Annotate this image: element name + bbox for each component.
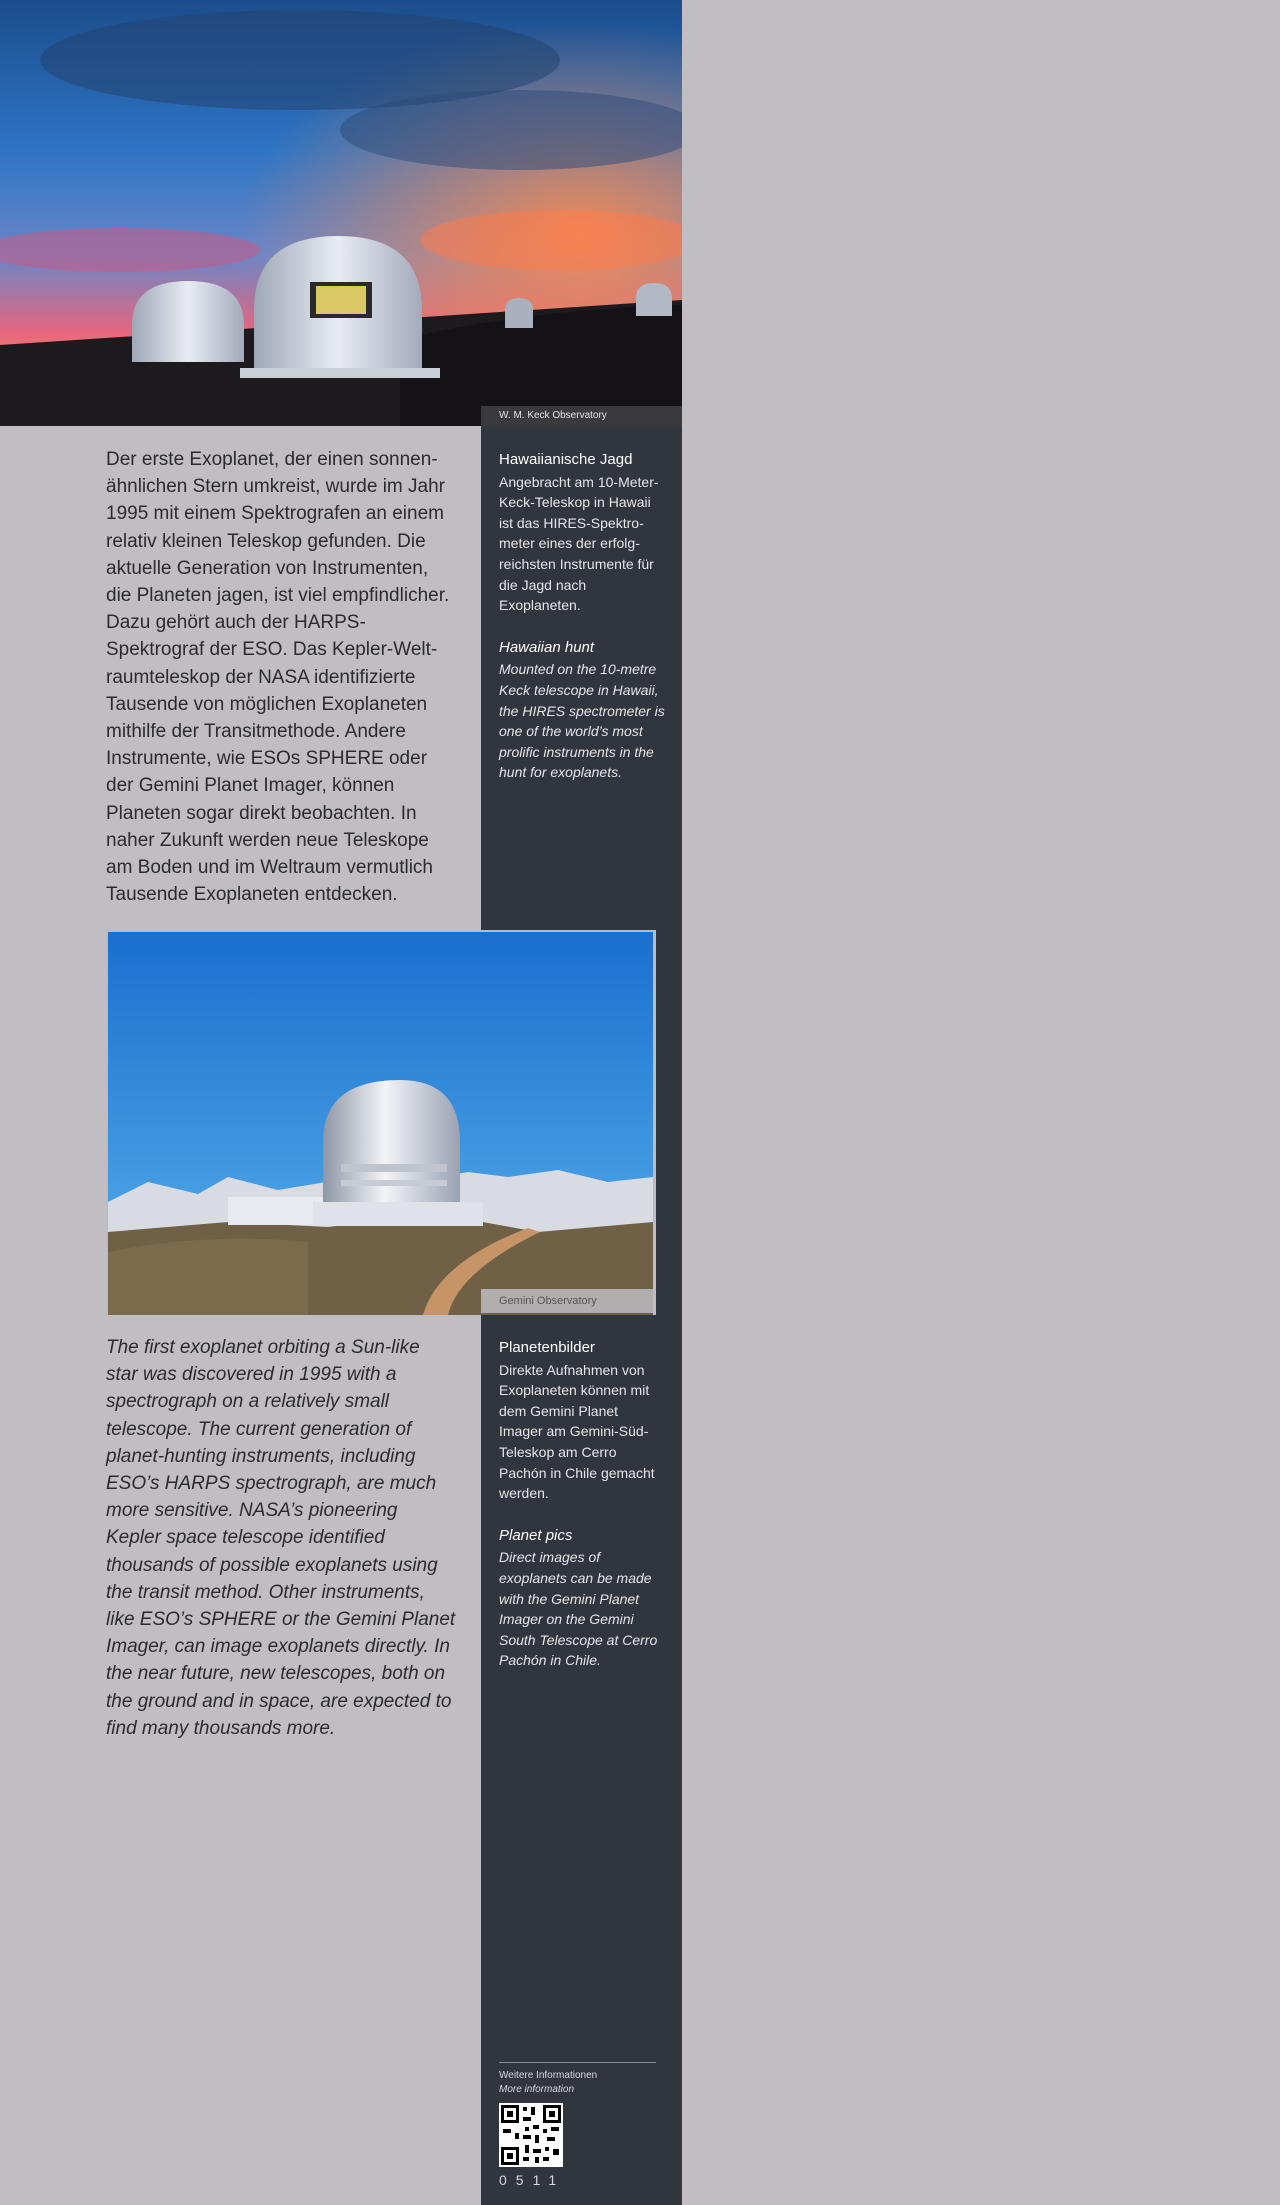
- exhibit-code: 0511: [499, 2172, 566, 2188]
- gemini-observatory-photo: [106, 930, 656, 1315]
- more-info-label-en: More information: [499, 2084, 575, 2095]
- caption-text-en: Mounted on the 10-metre Keck telescope in Hawaii, the HIRES spectrometer is one of the world’s most prolific instruments in the hunt for exoplanets.: [499, 661, 665, 781]
- divider: [499, 2062, 656, 2063]
- caption-hawaiian-hunt: [499, 450, 665, 783]
- photo-credit-gemini: Gemini Observatory: [481, 1289, 656, 1313]
- qr-code-icon[interactable]: [499, 2103, 563, 2167]
- caption-title-en: Hawaiian hunt: [499, 638, 595, 656]
- caption2-text-en: Direct images of exoplanets can be made with the Gemini Planet Imager on the Gemini South Telescope at Cerro Pachón in Chile.: [499, 1549, 658, 1669]
- caption2-title-de: Planetenbilder: [499, 1339, 595, 1356]
- caption-text-de: Angebracht am 10-Meter-Keck-Teleskop in Hawaii ist das HIRES-Spektrometer eines der erfolgreichsten Instrumente für die Jagd nach Exoplaneten.: [499, 473, 659, 614]
- more-info-label-de: Weitere Informationen: [499, 2070, 598, 2081]
- keck-observatory-photo: [0, 0, 682, 426]
- caption2-title-en: Planet pics: [499, 1526, 573, 1544]
- caption-title-de: Hawaiianische Jagd: [499, 451, 633, 468]
- caption2-text-de: Direkte Aufnahmen von Exoplaneten können mit dem Gemini Planet Imager am Gemini-Süd-Teleskop am Cerro Pachón in Chile gemacht werden.: [499, 1361, 655, 1502]
- body-text-english: The first exoplanet orbiting a Sun-like star was discovered in 1995 with a spectrograph on a relatively small telescope. The current generation of planet-hunting instruments, including ESO’s HARPS spectrograph, are much more sensitive. NASA’s pioneering Kepler space telescope identified thousands of possible exoplanets using the transit method. Other instruments, like ESO’s SPHERE or the Gemini Planet Imager, can image exoplanets directly. In the near future, new telescopes, both on the ground and in space, are expected to find many thousands more.: [106, 1337, 456, 1739]
- photo-credit: W. M. Keck Observatory: [481, 406, 682, 426]
- caption-planet-pics: [499, 1338, 665, 1671]
- body-text-german: Der erste Exoplanet, der einen sonnenähnlichen Stern umkreist, wurde im Jahr 1995 mit einem Spektrografen an einem relativ kleinen Teleskop gefunden. Die aktuelle Generation von Instrumenten, die Planeten jagen, ist viel empfindlicher. Dazu gehört auch der HARPS-Spektrograf der ESO. Das Kepler-Weltraumteleskop der NASA identifizierte Tausende von möglichen Exoplaneten mithilfe der Transitmethode. Andere Instrumente, wie ESOs SPHERE oder der Gemini Planet Imager, können Planeten sogar direkt beobachten. In naher Zukunft werden neue Teleskope am Boden und im Weltraum vermutlich Tausende Exoplaneten entdecken.: [106, 449, 450, 906]
